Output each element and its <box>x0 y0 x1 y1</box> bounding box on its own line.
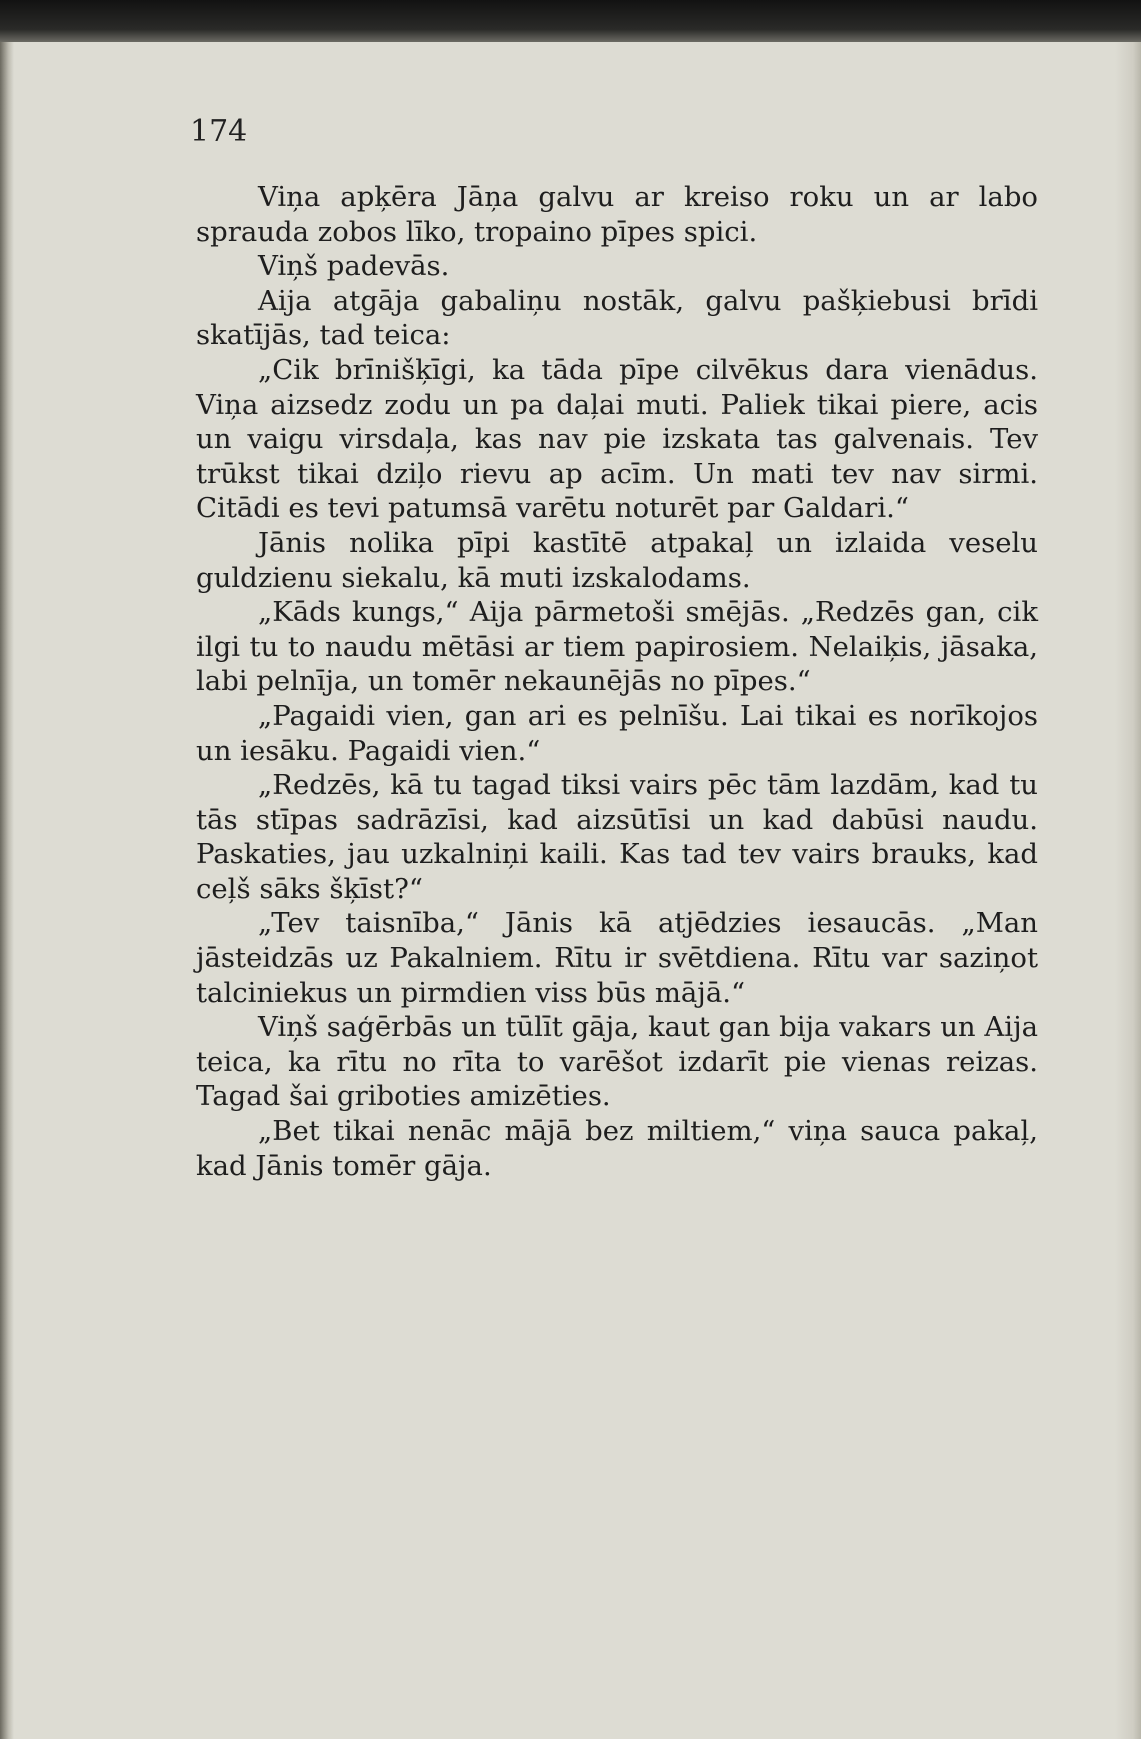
page-number: 174 <box>190 114 248 149</box>
paragraph: „Tev taisnība,“ Jānis kā atjēdzies iesaucās. „Man jāsteidzās uz Pakalniem. Rītu ir svētdiena. Rītu var saziņot talciniekus un pirmdien viss būs mājā.“ <box>196 907 1038 1009</box>
paragraph: „Pagaidi vien, gan ari es pelnīšu. Lai tikai es norīkojos un iesāku. Pagaidi vien.“ <box>196 699 1038 767</box>
paragraph: „Bet tikai nenāc mājā bez miltiem,“ viņa sauca pakaļ, kad Jānis tomēr gāja. <box>196 1115 1038 1182</box>
page-binding-edge <box>0 42 14 1739</box>
body-text <box>196 180 1038 1183</box>
paragraph: „Redzēs, kā tu tagad tiksi vairs pēc tām lazdām, kad tu tās stīpas sadrāzīsi, kad aizsūtīsi un kad dabūsi naudu. Paskaties, jau uzkalniņi kaili. Kas tad tev vairs brauks, kad ceļš sāks šķīst?“ <box>196 769 1038 905</box>
paragraph: Viņš padevās. <box>258 250 450 283</box>
page-right-edge <box>1115 42 1141 1739</box>
paragraph: Aija atgāja gabaliņu nostāk, galvu pašķiebusi brīdi skatījās, tad teica: <box>196 284 1038 352</box>
paragraph: Viņš saģērbās un tūlīt gāja, kaut gan bija vakars un Aija teica, ka rītu no rīta to varēšot izdarīt pie vienas reizas. Tagad šai griboties amizēties. <box>196 1011 1038 1113</box>
paragraph: „Kāds kungs,“ Aija pārmetoši smējās. „Redzēs gan, cik ilgi tu to naudu mētāsi ar tiem papirosiem. Nelaiķis, jāsaka, labi pelnīja, un tomēr nekaunējās no pīpes.“ <box>196 596 1038 698</box>
page-top-edge <box>0 0 1141 42</box>
paragraph: Jānis nolika pīpi kastītē atpakaļ un izlaida veselu guldzienu siekalu, kā muti izskalodams. <box>196 526 1038 594</box>
paragraph: Viņa apķēra Jāņa galvu ar kreiso roku un ar labo sprauda zobos līko, tropaino pīpes spici. <box>196 181 1038 248</box>
paragraph: „Cik brīnišķīgi, ka tāda pīpe cilvēkus dara vienādus. Viņa aizsedz zodu un pa daļai muti. Paliek tikai piere, acis un vaigu virsdaļa, kas nav pie izskata tas galvenais. Tev trūkst tikai dziļo rievu ap acīm. Un mati tev nav sirmi. Citādi es tevi patumsā varētu noturēt par Galdari.“ <box>196 353 1038 525</box>
